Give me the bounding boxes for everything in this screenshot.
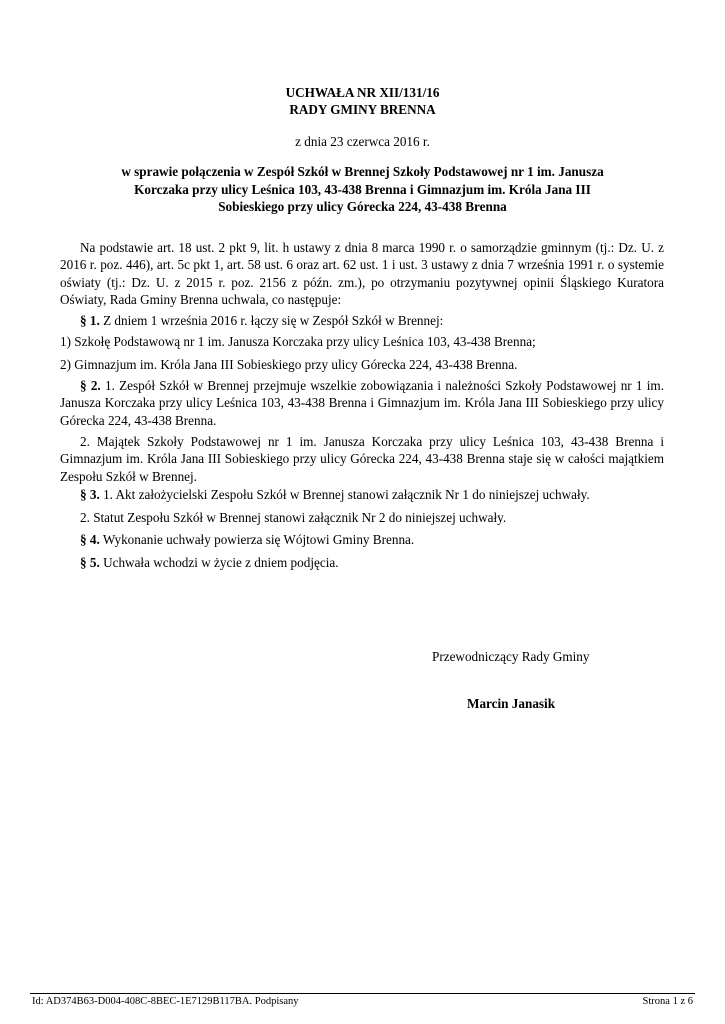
document-id: Id: AD374B63-D004-408C-8BEC-1E7129B117BA. Podpisany [32, 996, 299, 1007]
footer-divider [30, 993, 695, 994]
section-4 [60, 531, 664, 548]
section-1-item-2: 2) Gimnazjum im. Króla Jana III Sobieskiego przy ulicy Górecka 224, 43-438 Brenna. [60, 357, 518, 372]
preamble: Na podstawie art. 18 ust. 2 pkt 9, lit. h ustawy z dnia 8 marca 1990 r. o samorządzie gminnym (tj.: Dz. U. z 2016 r. poz. 446), art. 5c pkt 1, art. 58 ust. 6 oraz art. 62 ust. 1 i ust. 3 ustawy z dnia 7 września 1991 r. o systemie oświaty (tj.: Dz. U. z 2015 r. poz. 2156 z późn. zm.), po otrzymaniu pozytywnej opinii Śląskiego Kuratora Oświaty, Rada Gminy Brenna uchwala, co następuje: [60, 240, 664, 307]
section-3 [60, 486, 664, 503]
section-5-text: Uchwała wchodzi w życie z dniem podjęcia. [99, 555, 339, 570]
resolution-subject: w sprawie połączenia w Zespół Szkół w Brennej Szkoły Podstawowej nr 1 im. Janusza Korczaka przy ulicy Leśnica 103, 43-438 Brenna i Gimnazjum im. Króla Jana III Sobieskiego przy ulicy Górecka 224, 43-438 Brenna [121, 164, 604, 214]
section-5 [60, 554, 664, 571]
council-name: RADY GMINY BRENNA [289, 102, 436, 117]
section-2-mark: § 2. [80, 378, 101, 393]
section-1-item-1: 1) Szkołę Podstawową nr 1 im. Janusza Korczaka przy ulicy Leśnica 103, 43-438 Brenna; [60, 334, 536, 349]
section-3-paragraph-2: 2. Statut Zespołu Szkół w Brennej stanowi załącznik Nr 2 do niniejszej uchwały. [80, 510, 507, 525]
section-2-paragraph-1: 1. Zespół Szkół w Brennej przejmuje wszelkie zobowiązania i należności Szkoły Podstawowej nr 1 im. Janusza Korczaka przy ulicy Leśnica 103, 43-438 Brenna i Gimnazjum im. Króla Jana III Sobieskiego przy ulicy Górecka 224, 43-438 Brenna. [60, 378, 664, 428]
resolution-date: z dnia 23 czerwca 2016 r. [295, 134, 430, 149]
section-4-text: Wykonanie uchwały powierza się Wójtowi Gminy Brenna. [99, 532, 415, 547]
section-3-paragraph-1: 1. Akt założycielski Zespołu Szkół w Brennej stanowi załącznik Nr 1 do niniejszej uchwały. [99, 487, 590, 502]
section-2 [60, 377, 664, 429]
section-2-paragraph-2: 2. Majątek Szkoły Podstawowej nr 1 im. Janusza Korczaka przy ulicy Leśnica 103, 43-438 Brenna i Gimnazjum im. Króla Jana III Sobieskiego przy ulicy Górecka 224, 43-438 Brenna staje się w całości majątkiem Zespołu Szkół w Brennej. [60, 434, 664, 484]
section-4-mark: § 4. [80, 532, 100, 547]
section-1-text: Z dniem 1 września 2016 r. łączy się w Zespół Szkół w Brennej: [99, 313, 444, 328]
section-3-mark: § 3. [80, 487, 100, 502]
resolution-number: UCHWAŁA NR XII/131/16 [285, 85, 440, 100]
page-number: Strona 1 z 6 [642, 996, 693, 1007]
section-1 [60, 312, 664, 329]
section-1-mark: § 1. [80, 313, 100, 328]
signatory-name: Marcin Janasik [467, 696, 556, 711]
signatory-title: Przewodniczący Rady Gminy [432, 649, 590, 664]
section-5-mark: § 5. [80, 555, 100, 570]
